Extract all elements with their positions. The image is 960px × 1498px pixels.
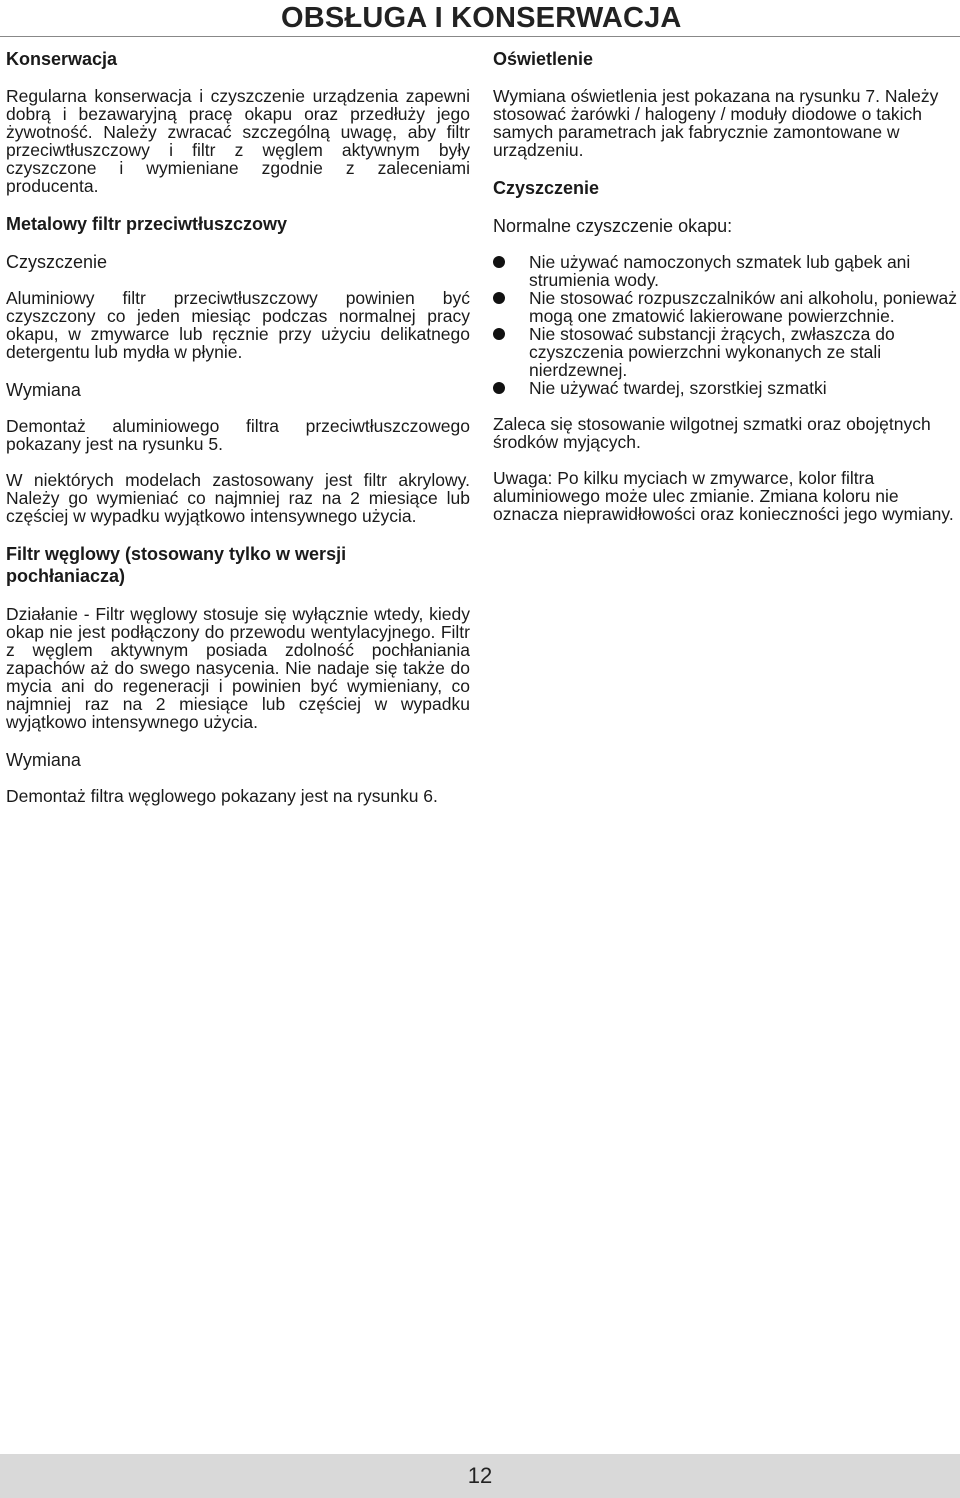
lighting-heading: Oświetlenie <box>493 49 594 69</box>
lighting-text: Wymiana oświetlenia jest pokazana na rysunku 7. Należy stosować żarówki / halogeny / moduły diodowe o takich samych parametrach jak fabrycznie zamontowane w urządzeniu. <box>493 86 939 160</box>
replacement-label: Wymiana <box>6 380 81 400</box>
right-column <box>493 48 959 541</box>
metal-filter-heading: Metalowy filtr przeciwtłuszczowy <box>6 214 288 234</box>
list-item-text: Nie stosować rozpuszczalników ani alkoholu, ponieważ mogą one zmatowić lakierowane powierzchnie. <box>529 288 957 326</box>
list-item-text: Nie używać twardej, szorstkiej szmatki <box>529 378 827 398</box>
carbon-filter-heading: Filtr węglowy (stosowany tylko w wersji pochłaniacza) <box>6 544 347 586</box>
list-item <box>493 379 959 397</box>
carbon-replacement-label: Wymiana <box>6 750 81 770</box>
list-item <box>493 325 959 379</box>
note-text: Uwaga: Po kilku myciach w zmywarce, kolor filtra aluminiowego może ulec zmianie. Zmiana koloru nie oznacza nieprawidłowości oraz konieczności jego wymiany. <box>493 468 954 524</box>
list-item-text: Nie używać namoczonych szmatek lub gąbek ani strumienia wody. <box>529 252 911 290</box>
list-item <box>493 289 959 325</box>
bullet-dot-icon <box>493 328 505 340</box>
list-item <box>493 253 959 289</box>
header-divider <box>0 36 960 37</box>
normal-cleaning-label: Normalne czyszczenie okapu: <box>493 216 733 236</box>
replacement-text: Demontaż aluminiowego filtra przeciwtłuszczowego pokazany jest na rysunku 5. <box>6 416 470 454</box>
cleaning-heading: Czyszczenie <box>493 178 600 198</box>
bullet-dot-icon <box>493 382 505 394</box>
page-number: 12 <box>467 1463 493 1488</box>
cleaning-rules-list <box>493 253 959 397</box>
cleaning-label: Czyszczenie <box>6 252 108 272</box>
list-item-text: Nie stosować substancji żrących, zwłaszcza do czyszczenia powierzchni wykonanych ze stali nierdzewnej. <box>529 324 895 380</box>
carbon-replacement-text: Demontaż filtra węglowego pokazany jest na rysunku 6. <box>6 786 438 806</box>
left-column <box>6 48 470 823</box>
maintenance-heading: Konserwacja <box>6 49 118 69</box>
maintenance-text: Regularna konserwacja i czyszczenie urządzenia zapewni dobrą i bezawaryjną pracę okapu oraz przedłuży jego żywotność. Należy zwracać szczególną uwagę, aby filtr przeciwtłuszczowy i filtr z węglem aktywnym były czyszczone i wymieniane zgodnie z zaleceniami producenta. <box>6 86 470 196</box>
page-title: OBSŁUGA I KONSERWACJA <box>281 2 682 34</box>
recommendation-text: Zaleca się stosowanie wilgotnej szmatki oraz obojętnych środków myjących. <box>493 414 931 452</box>
acrylic-filter-text: W niektórych modelach zastosowany jest filtr akrylowy. Należy go wymieniać co najmniej raz na 2 miesiące lub częściej w wypadku wyjątkowo intensywnego użycia. <box>6 470 470 526</box>
bullet-dot-icon <box>493 256 505 268</box>
bullet-dot-icon <box>493 292 505 304</box>
cleaning-text: Aluminiowy filtr przeciwtłuszczowy powinien być czyszczony co jeden miesiąc podczas normalnej pracy okapu, w zmywarce lub ręcznie przy użyciu delikatnego detergentu lub mydła w płynie. <box>6 288 470 362</box>
carbon-filter-text: Działanie - Filtr węglowy stosuje się wyłącznie wtedy, kiedy okap nie jest podłączony do przewodu wentylacyjnego. Filtr z węglem aktywnym posiada zdolność pochłaniania zapachów aż do swego nasycenia. Nie nadaje się także do mycia ani do regeneracji i powinien być wymieniany, co najmniej raz na 2 miesiące lub częściej w wypadku wyjątkowo intensywnego użycia. <box>6 604 470 732</box>
